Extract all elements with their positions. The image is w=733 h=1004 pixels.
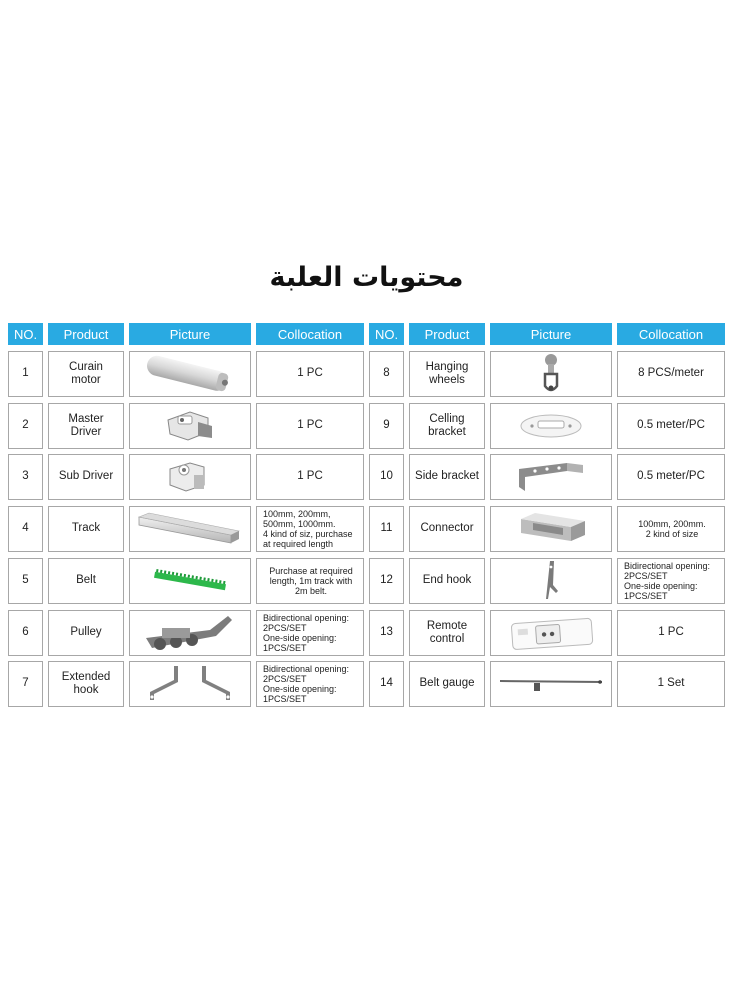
right-row-2-product: Celling bracket xyxy=(409,403,485,449)
left-row-2-collocation: 1 PC xyxy=(256,403,364,449)
pulley-icon xyxy=(140,608,240,658)
header-collocation-right: Collocation xyxy=(617,323,725,345)
left-row-1-product: Curain motor xyxy=(48,351,124,397)
right-row-7-no: 14 xyxy=(369,661,404,707)
right-row-1-no: 8 xyxy=(369,351,404,397)
track-icon xyxy=(135,509,245,549)
left-row-2-product: Master Driver xyxy=(48,403,124,449)
left-row-7-no: 7 xyxy=(8,661,43,707)
right-row-2-no: 9 xyxy=(369,403,404,449)
connector-icon xyxy=(511,509,591,549)
left-row-6-product: Pulley xyxy=(48,610,124,656)
right-row-1-picture xyxy=(490,351,612,397)
left-row-2-picture xyxy=(129,403,251,449)
header-product-right: Product xyxy=(409,323,485,345)
right-row-6-no: 13 xyxy=(369,610,404,656)
right-row-6-collocation: 1 PC xyxy=(617,610,725,656)
right-row-7-picture xyxy=(490,661,612,707)
right-row-2-collocation: 0.5 meter/PC xyxy=(617,403,725,449)
left-row-7-picture xyxy=(129,661,251,707)
right-row-1-product: Hanging wheels xyxy=(409,351,485,397)
left-row-1-no: 1 xyxy=(8,351,43,397)
left-row-3-product: Sub Driver xyxy=(48,454,124,500)
header-no-right: NO. xyxy=(369,323,404,345)
left-row-1-picture xyxy=(129,351,251,397)
left-row-3-no: 3 xyxy=(8,454,43,500)
sub-driver-icon xyxy=(160,457,220,497)
right-row-3-collocation: 0.5 meter/PC xyxy=(617,454,725,500)
hanging-wheel-icon xyxy=(533,352,569,396)
belt-icon xyxy=(150,569,230,593)
right-row-5-product: End hook xyxy=(409,558,485,604)
right-row-4-picture xyxy=(490,506,612,552)
left-row-5-collocation: Purchase at required length, 1m track with 2m belt. xyxy=(256,558,364,604)
curtain-motor-icon xyxy=(140,352,240,396)
right-row-6-product: Remote control xyxy=(409,610,485,656)
right-row-5-picture xyxy=(490,558,612,604)
right-row-7-product: Belt gauge xyxy=(409,661,485,707)
side-bracket-icon xyxy=(511,457,591,497)
left-row-5-no: 5 xyxy=(8,558,43,604)
header-no-left: NO. xyxy=(8,323,43,345)
left-row-4-picture xyxy=(129,506,251,552)
remote-control-icon xyxy=(506,615,596,651)
ceiling-bracket-icon xyxy=(516,410,586,442)
right-row-2-picture xyxy=(490,403,612,449)
header-collocation-left: Collocation xyxy=(256,323,364,345)
right-row-7-collocation: 1 Set xyxy=(617,661,725,707)
right-row-3-product: Side bracket xyxy=(409,454,485,500)
right-row-4-collocation: 100mm, 200mm. 2 kind of size xyxy=(617,506,725,552)
end-hook-icon xyxy=(536,559,566,603)
page-title: محتويات العلبة xyxy=(269,262,464,293)
left-row-7-collocation: Bidirectional opening: 2PCS/SET One-side opening: 1PCS/SET xyxy=(256,661,364,707)
left-row-5-picture xyxy=(129,558,251,604)
left-row-6-no: 6 xyxy=(8,610,43,656)
left-row-6-picture xyxy=(129,610,251,656)
left-row-7-product: Extended hook xyxy=(48,661,124,707)
right-row-5-collocation: Bidirectional opening: 2PCS/SET One-side opening: 1PCS/SET xyxy=(617,558,725,604)
right-row-3-picture xyxy=(490,454,612,500)
master-driver-icon xyxy=(160,406,220,446)
belt-gauge-icon xyxy=(496,673,606,695)
left-row-2-no: 2 xyxy=(8,403,43,449)
left-row-6-collocation: Bidirectional opening: 2PCS/SET One-side opening: 1PCS/SET xyxy=(256,610,364,656)
right-row-5-no: 12 xyxy=(369,558,404,604)
left-row-4-product: Track xyxy=(48,506,124,552)
left-row-4-no: 4 xyxy=(8,506,43,552)
left-row-3-collocation: 1 PC xyxy=(256,454,364,500)
right-row-1-collocation: 8 PCS/meter xyxy=(617,351,725,397)
right-row-4-no: 11 xyxy=(369,506,404,552)
right-row-3-no: 10 xyxy=(369,454,404,500)
right-row-6-picture xyxy=(490,610,612,656)
left-row-3-picture xyxy=(129,454,251,500)
header-picture-right: Picture xyxy=(490,323,612,345)
left-row-4-collocation: 100mm, 200mm, 500mm, 1000mm. 4 kind of siz, purchase at required length xyxy=(256,506,364,552)
left-row-1-collocation: 1 PC xyxy=(256,351,364,397)
header-product-left: Product xyxy=(48,323,124,345)
extended-hook-icon xyxy=(140,662,240,706)
right-row-4-product: Connector xyxy=(409,506,485,552)
header-picture-left: Picture xyxy=(129,323,251,345)
left-row-5-product: Belt xyxy=(48,558,124,604)
